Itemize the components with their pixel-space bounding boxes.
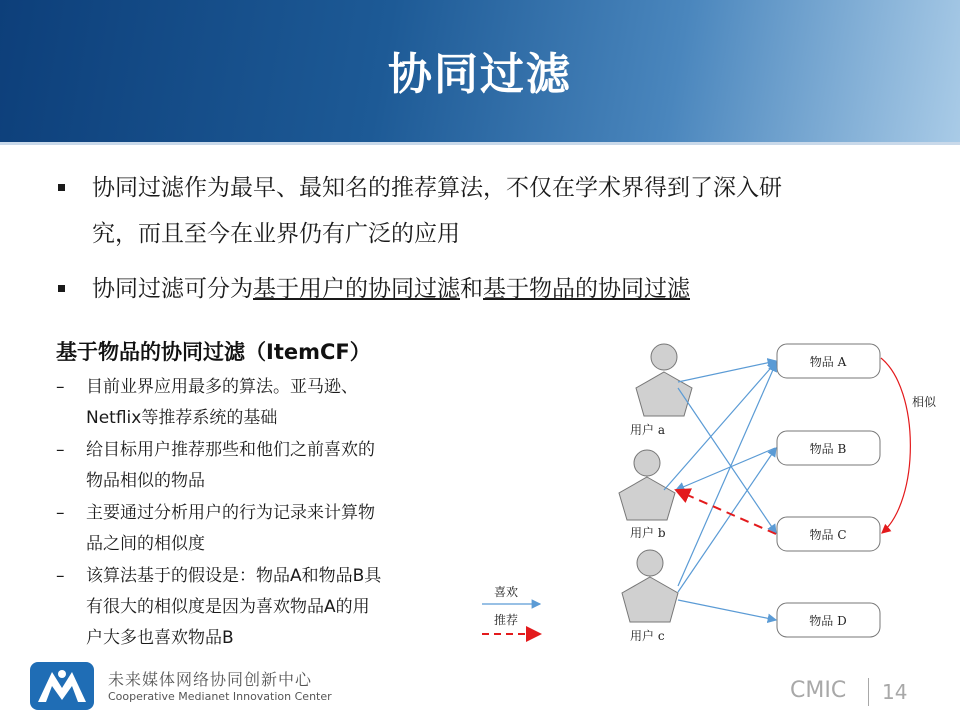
dash-item-2-l2: 物品相似的物品 (86, 471, 205, 491)
bullet-1 (58, 165, 912, 257)
similar-arc (881, 358, 910, 533)
dash-item-4-l2: 有很大的相似度是因为喜欢物品A的用 (86, 597, 370, 617)
itemcf-heading: 基于物品的协同过滤（ItemCF） (56, 340, 371, 364)
item-cf-link: 基于物品的协同过滤 (483, 276, 690, 302)
page-number: 14 (882, 680, 908, 704)
similar-label: 相似 (912, 395, 937, 409)
diagram-legend (480, 580, 560, 646)
dash-item-1 (56, 372, 456, 434)
edge-c-A (678, 363, 776, 586)
dash-item-2 (56, 435, 456, 497)
bullet-1-line1: 协同过滤作为最早、最知名的推荐算法，不仅在学术界得到了深入研 (92, 175, 782, 201)
footer-brand: CMIC (790, 678, 847, 703)
banner-divider (0, 142, 960, 145)
org-name-cn: 未来媒体网络协同创新中心 (108, 670, 313, 689)
dash-marker: – (56, 377, 65, 397)
dash-item-1-l2: Netflix等推荐系统的基础 (86, 408, 278, 428)
dash-item-4-l3: 户大多也喜欢物品B (86, 628, 234, 648)
user-c-label: 用户 c (630, 629, 665, 643)
dash-item-3-l2: 品之间的相似度 (86, 534, 205, 554)
item-c-node (777, 517, 880, 551)
dash-item-4-l1: 该算法基于的假设是：物品A和物品B具 (86, 566, 382, 586)
dash-marker: – (56, 440, 65, 460)
org-name-en: Cooperative Medianet Innovation Center (108, 690, 332, 703)
legend-recommend-label: 推荐 (494, 613, 519, 627)
dash-item-1-l1: 目前业界应用最多的算法。亚马逊、 (86, 377, 358, 397)
bullet-2 (58, 266, 912, 312)
bullet-marker (58, 184, 65, 191)
item-d-node (777, 603, 880, 637)
bullet-marker (58, 285, 65, 292)
item-b-label: 物品 B (809, 442, 847, 456)
bullet-2-prefix: 协同过滤可分为 (92, 276, 253, 302)
cmic-logo-icon (30, 662, 94, 710)
legend-like-label: 喜欢 (494, 585, 519, 599)
user-b-label: 用户 b (630, 526, 666, 540)
user-a-label: 用户 a (630, 423, 665, 437)
footer-separator (868, 678, 869, 706)
edge-c-D (678, 600, 776, 620)
itemcf-diagram (600, 330, 940, 660)
item-a-node (777, 344, 880, 378)
dash-item-3-l1: 主要通过分析用户的行为记录来计算物 (86, 503, 375, 523)
bullet-2-mid: 和 (460, 276, 483, 302)
slide-title: 协同过滤 (388, 49, 572, 100)
recommend-edge (676, 490, 776, 534)
item-c-label: 物品 C (809, 528, 847, 542)
user-c-icon (622, 550, 678, 622)
dash-marker: – (56, 566, 65, 586)
dash-marker: – (56, 503, 65, 523)
dash-item-4 (56, 561, 456, 654)
bullet-1-line2: 究，而且至今在业界仍有广泛的应用 (92, 221, 460, 247)
dash-item-3 (56, 498, 456, 560)
user-b-icon (619, 450, 675, 520)
item-d-label: 物品 D (809, 614, 847, 628)
dash-item-2-l1: 给目标用户推荐那些和他们之前喜欢的 (86, 440, 375, 460)
item-a-label: 物品 A (809, 355, 847, 369)
edge-a-C (678, 388, 776, 533)
edge-B-b (676, 448, 775, 490)
user-a-icon (636, 344, 692, 416)
edge-c-B (678, 448, 776, 592)
user-cf-link: 基于用户的协同过滤 (253, 276, 460, 302)
item-b-node (777, 431, 880, 465)
